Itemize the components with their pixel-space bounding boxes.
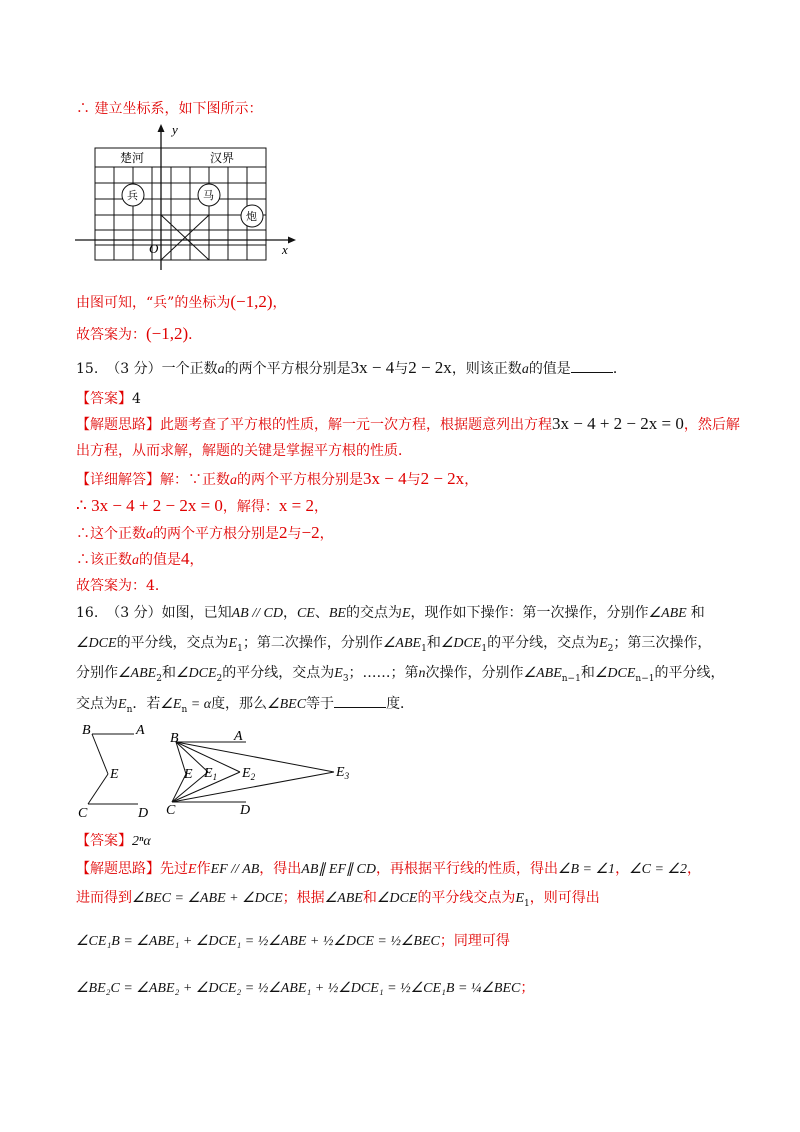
q16-answer: 【答案】2ⁿα [76,833,151,849]
q15-detail-line1: 【详细解答】解：∵正数a的两个平方根分别是3x − 4与2 − 2x， [76,469,479,488]
q16-figure-right [160,720,370,820]
q15-detail-line4: ∴该正数a的值是4， [76,549,204,568]
river-right-label: 汉界 [210,151,235,165]
q16-stem-line4: 交点为$E_n$．若$\angle E_n = \alpha$度，那么∠BEC等于 度． [76,693,414,721]
svg-text:D: D [240,803,251,818]
q16-equation-2: ∠BE₂C = ∠ABE₂ + ∠DCE₂ = ½∠ABE₁ + ½∠DCE₁ = ½∠CE₁B = ¼∠BEC； [76,980,535,996]
q15-answer-blank[interactable] [571,358,613,373]
x-axis-label: x [282,242,288,257]
q15-answer: 【答案】4 [76,391,141,407]
q16-stem-line1: 16. （3 分）如图，已知AB // CD，CE、BE的交点为E，现作如下操作：第一次操作，分别作∠ABE 和 [76,605,705,621]
y-axis-label: y [172,122,178,137]
q16-hint-line2: 进而得到∠BEC = ∠ABE + ∠DCE；根据∠ABE和∠DCE的平分线交点为$E_1$，则可得出 [76,890,600,909]
svg-text:A: A [234,729,243,744]
q15-detail-line2: ∴ 3x − 4 + 2 − 2x = 0，解得：x = 2， [76,496,329,515]
q15-final: 故答案为：4． [76,578,169,594]
q16-hint-line1: 【解题思路】先过E作EF // AB，得出AB∥ EF∥ CD，再根据平行线的性质，得出∠B = ∠1，∠C = ∠2， [76,861,701,877]
chess-coordinate-figure [70,118,300,270]
intro-line: ∴ 建立坐标系，如下图所示： [76,101,263,117]
q15-hint-line2: 出方程，从而求解，解题的关键是掌握平方根的性质． [76,443,412,459]
svg-text:D: D [138,806,149,820]
svg-text:C: C [166,803,176,818]
q15-stem: 15. （3 分）一个正数a的两个平方根分别是3x − 4与2 − 2x，则该正数a的值是 ． [76,358,627,377]
q16-equation-1: ∠CE₁B = ∠ABE₁ + ∠DCE₁ = ½∠ABE + ½∠DCE = ½∠BEC；同理可得 [76,933,510,949]
q14-answer: 故答案为：(−1,2)． [76,324,203,343]
q16-figure-left [72,720,162,820]
q14-conclusion: 由图可知，“兵”的坐标为(−1,2)， [76,292,287,311]
piece-ma-label: 马 [203,190,214,202]
svg-text:E3: $E_3$ [336,765,350,781]
svg-text:B: B [170,731,179,746]
q15-detail-line3: ∴这个正数a的两个平方根分别是2与−2， [76,523,334,542]
q15-hint-line1: 【解题思路】此题考查了平方根的性质，解一元一次方程，根据题意列出方程3x − 4 + 2 − 2x = 0，然后解 [76,414,740,433]
svg-text:A: A [136,723,145,738]
svg-text:C: C [78,806,88,820]
svg-text:E1: $E_1$ [204,766,218,782]
river-left-label: 楚河 [120,151,145,165]
q16-answer-blank[interactable] [334,693,386,708]
svg-text:E2: $E_2$ [242,766,256,782]
q16-stem-line2: ∠DCE的平分线，交点为$E_1$；第二次操作，分别作$\angle ABE_1$和$\angle DCE_1$的平分线，交点为$E_2$；第三次操作， [76,635,712,654]
q16-stem-line3: 分别作$\angle ABE_2$和$\angle DCE_2$的平分线，交点为$E_3$；……；第n次操作，分别作$\angle ABE_{n-1}$和$\angle DCE_{n-1}$的平分线， [76,665,725,684]
svg-text:B: B [82,723,91,738]
piece-pao-label: 炮 [246,211,257,223]
svg-text:E: E [110,767,119,782]
svg-text:E: E [184,767,193,782]
origin-label: O [149,241,159,256]
piece-bing-label: 兵 [127,190,138,202]
